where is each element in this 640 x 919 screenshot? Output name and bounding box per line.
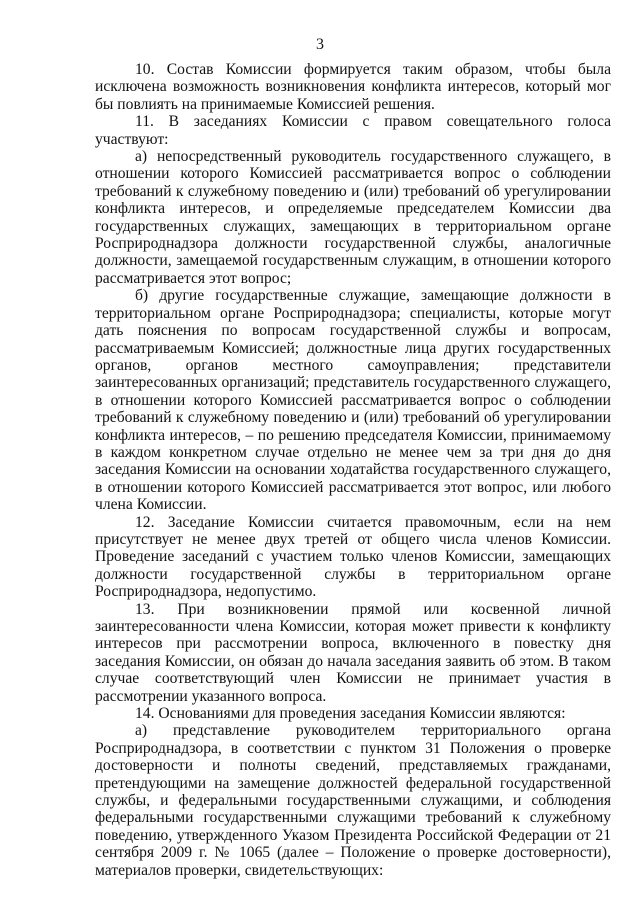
paragraph-14-a: а) представление руководителем территориального органа Росприроднадзора, в соответствии с пунктом 31 Положения о проверке достоверности и полноты сведений, представляемых гражданами, претендующими на замещение должностей федеральной государственной службы, и федеральными государственными служащими, и соблюдения федеральными государственными служащими требований к служебному поведению, утвержденного Указом Президента Российской Федерации от 21 сентября 2009 г. № 1065 (далее – Положение о проверке достоверности), материалов проверки, свидетельствующих: — [95, 722, 611, 879]
paragraph-10: 10. Состав Комиссии формируется таким образом, чтобы была исключена возможность возникновения конфликта интересов, который мог бы повлиять на принимаемые Комиссией решения. — [95, 61, 611, 113]
paragraph-11-a: а) непосредственный руководитель государственного служащего, в отношении которого Комиссией рассматривается вопрос о соблюдении требований к служебному поведению и (или) требований об урегулировании конфликта интересов, и определяемые председателем Комиссии два государственных служащих, замещающих в территориальном органе Росприроднадзора должности государственной службы, аналогичные должности, замещаемой государственным служащим, в отношении которого рассматривается этот вопрос; — [95, 148, 611, 287]
paragraph-13: 13. При возникновении прямой или косвенной личной заинтересованности члена Комиссии, которая может привести к конфликту интересов при рассмотрении вопроса, включенного в повестку дня заседания Комиссии, он обязан до начала заседания заявить об этом. В таком случае соответствующий член Комиссии не принимает участия в рассмотрении указанного вопроса. — [95, 600, 611, 705]
document-body — [95, 61, 611, 879]
paragraph-11-b: б) другие государственные служащие, замещающие должности в территориальном органе Росприроднадзора; специалисты, которые могут дать пояснения по вопросам государственной службы и вопросам, рассматриваемым Комиссией; должностные лица других государственных органов, органов местного самоуправления; представители заинтересованных организаций; представитель государственного служащего, в отношении которого Комиссией рассматривается вопрос о соблюдении требований к служебному поведению и (или) требований об урегулировании конфликта интересов, – по решению председателя Комиссии, принимаемому в каждом конкретном случае отдельно не менее чем за три дня до дня заседания Комиссии на основании ходатайства государственного служащего, в отношении которого Комиссией рассматривается этот вопрос, или любого члена Комиссии. — [95, 287, 611, 514]
page-number: 3 — [316, 36, 324, 53]
paragraph-11: 11. В заседаниях Комиссии с правом совещательного голоса участвуют: — [95, 113, 611, 148]
paragraph-14: 14. Основаниями для проведения заседания Комиссии являются: — [135, 705, 566, 723]
paragraph-12: 12. Заседание Комиссии считается правомочным, если на нем присутствует не менее двух третей от общего числа членов Комиссии. Проведение заседаний с участием только членов Комиссии, замещающих должности государственной службы в территориальном органе Росприроднадзора, недопустимо. — [95, 513, 611, 601]
